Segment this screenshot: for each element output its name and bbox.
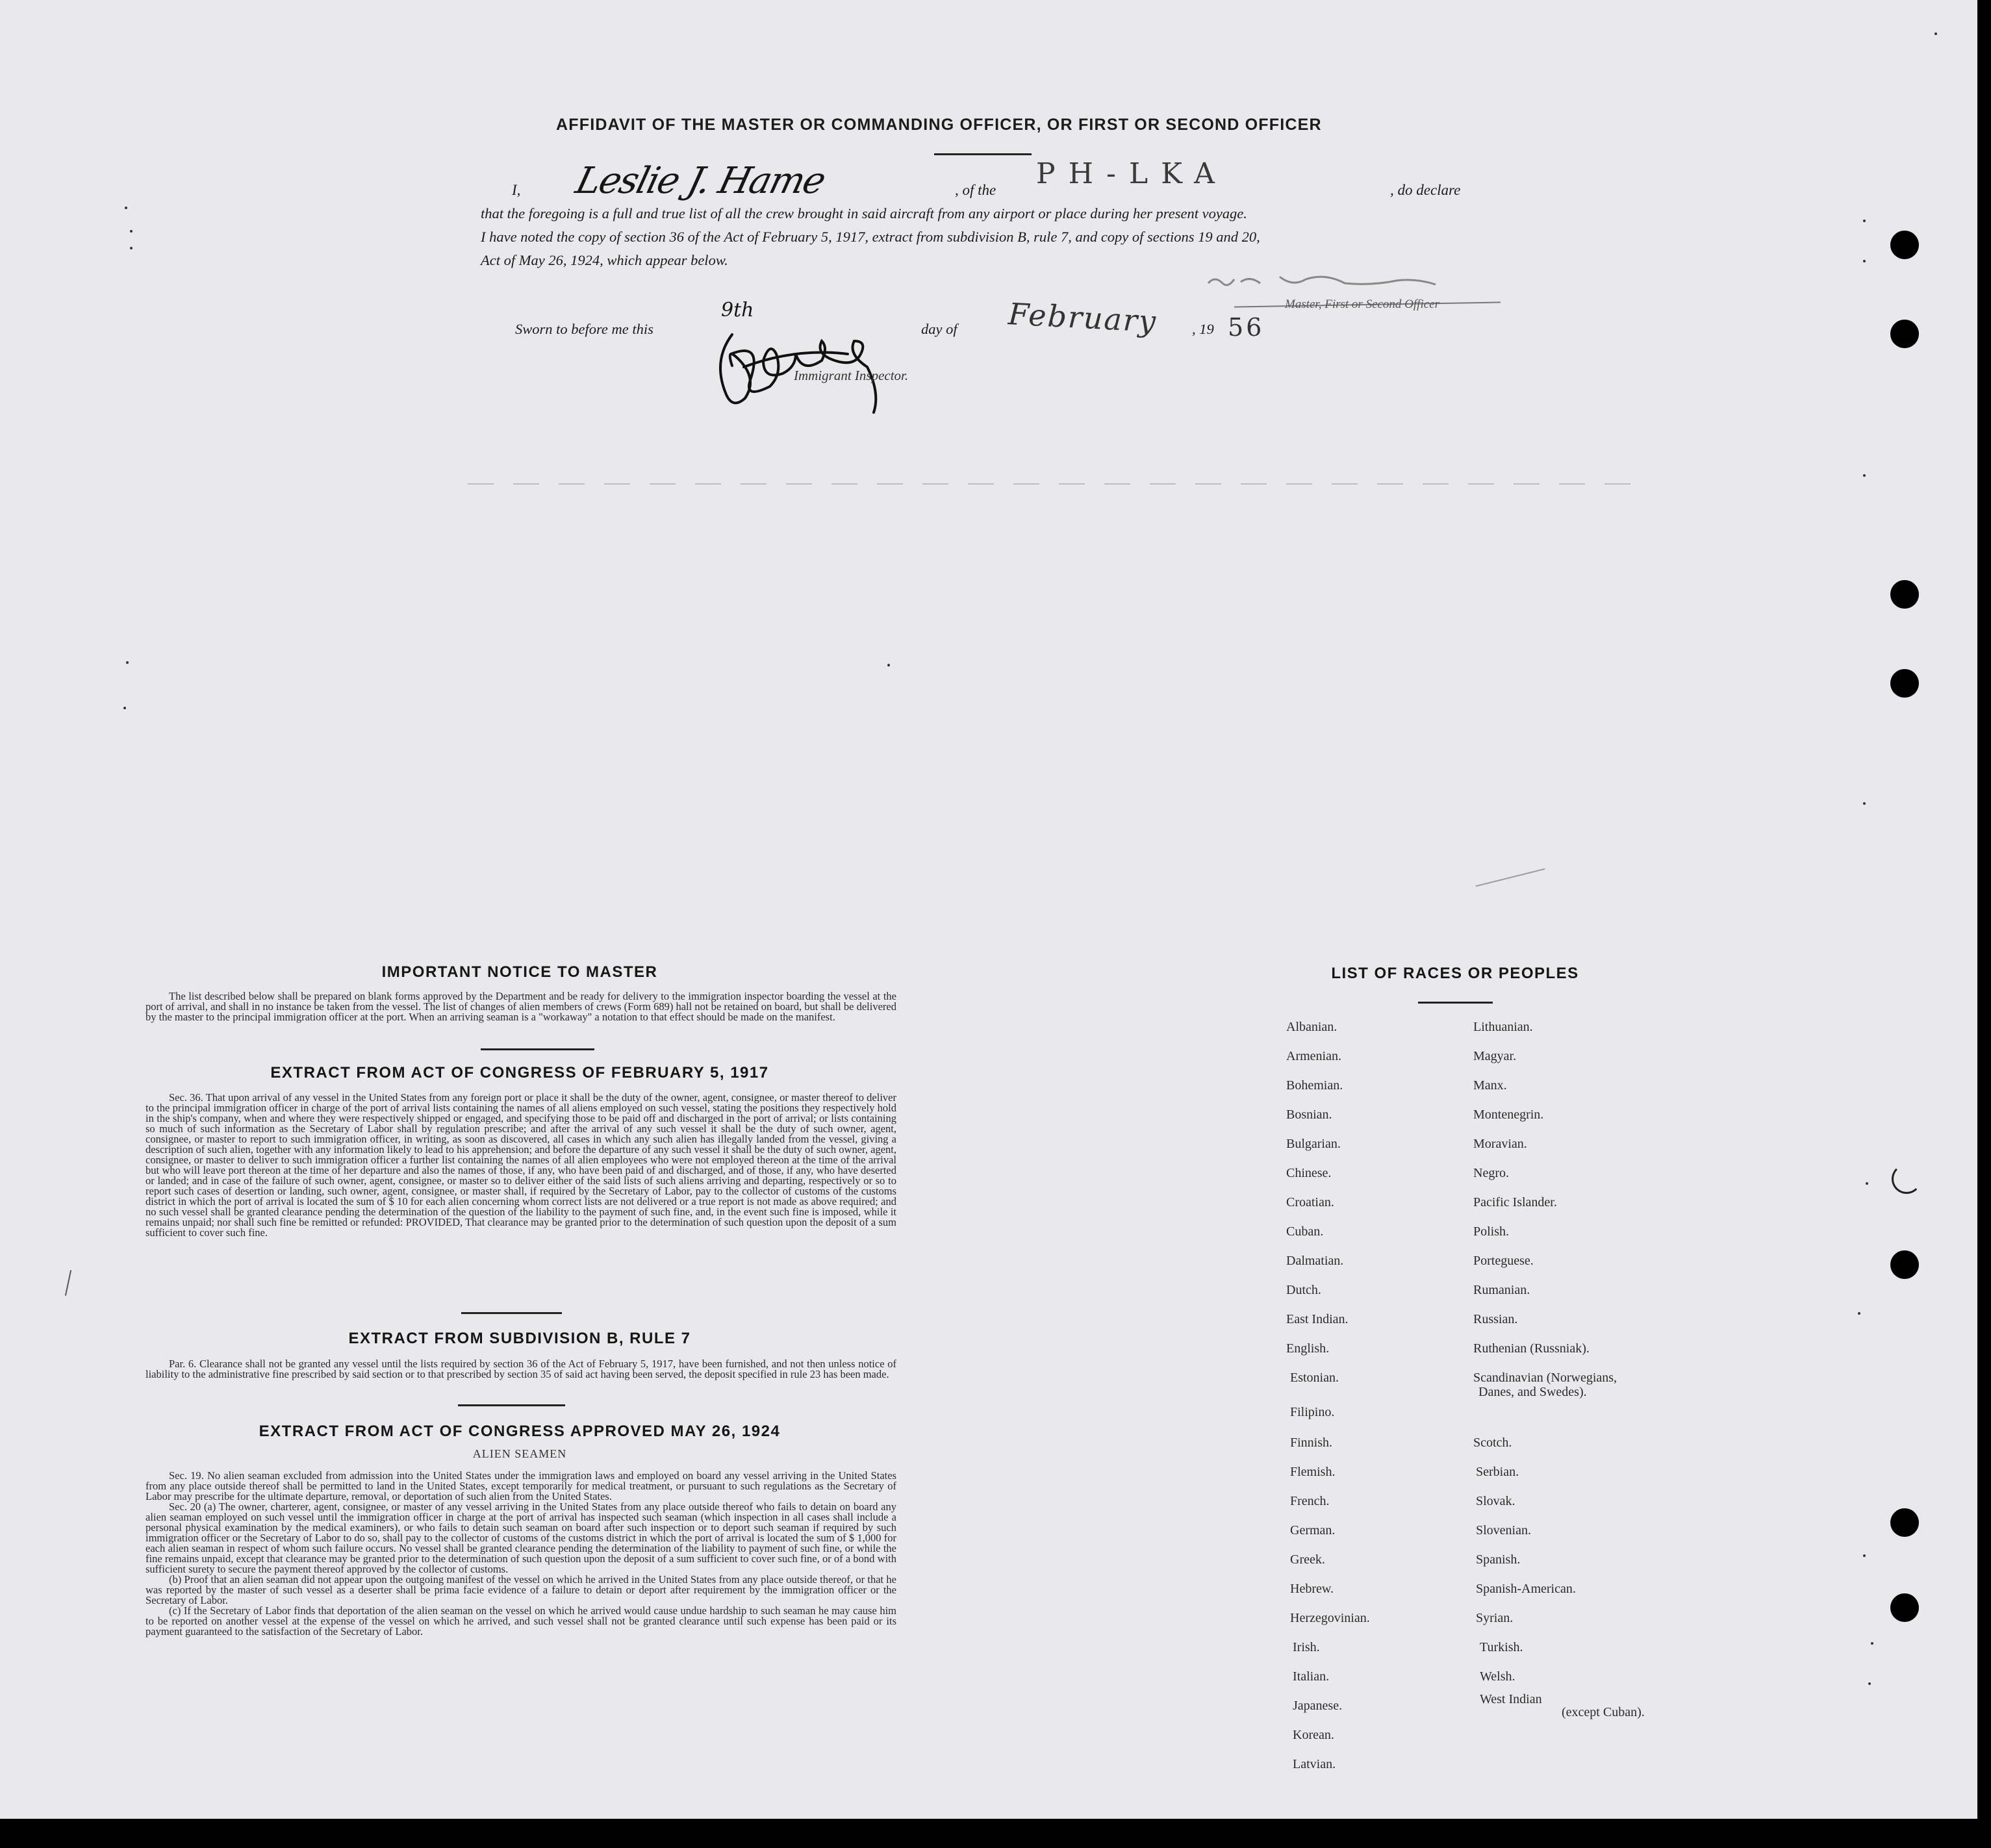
race-item: Dutch.	[1286, 1283, 1321, 1297]
notice-rule	[481, 1048, 594, 1050]
race-item: Filipino.	[1290, 1405, 1335, 1419]
race-item: Flemish.	[1290, 1465, 1336, 1479]
race-item: Cuban.	[1286, 1224, 1324, 1239]
affidavit-do-declare: , do declare	[1390, 182, 1461, 198]
race-item: Syrian.	[1476, 1611, 1514, 1625]
punch-hole	[1890, 669, 1919, 698]
sec19-paragraph: Sec. 19. No alien seaman excluded from admission into the United States under the immigration laws and employed on board any vessel arriving in the United States from any place outside thereof shall be permitted to land in the United States, except temporarily for medical treatment, or pursuant to such regulations as the Secretary of Labor may prescribe for the ultimate departure, removal, or deportation of such alien from the United States.	[146, 1469, 896, 1502]
affidavit-line-2: that the foregoing is a full and true list of all the crew brought in said aircraft from any airport or place during her present voyage.	[481, 205, 1247, 222]
race-item: Montenegrin.	[1473, 1108, 1544, 1122]
par6-paragraph: Par. 6. Clearance shall not be granted any vessel until the lists required by section 36 of the Act of February 5, 1917, have been furnished, and not then unless notice of liability to the administrative fine prescribed by said section or to that prescribed by section 35 of said act having been served, the deposit specified in rule 23 has been made.	[146, 1358, 896, 1380]
extract-1917-text	[146, 1093, 896, 1238]
races-title: LIST OF RACES OR PEOPLES	[1331, 965, 1579, 982]
race-item: Ruthenian (Russniak).	[1473, 1341, 1590, 1356]
race-item: French.	[1290, 1494, 1330, 1508]
punch-hole	[1890, 1593, 1919, 1622]
partial-hole	[1892, 1164, 1921, 1194]
affidavit-title: AFFIDAVIT OF THE MASTER OR COMMANDING OFFICER, OR FIRST OR SECOND OFFICER	[556, 116, 1322, 134]
race-item: Hebrew.	[1290, 1582, 1334, 1596]
race-item: Bosnian.	[1286, 1108, 1332, 1122]
race-item: Lithuanian.	[1473, 1020, 1533, 1034]
race-item: Pacific Islander.	[1473, 1195, 1557, 1209]
subdivision-b-rule	[458, 1404, 565, 1406]
race-item: English.	[1286, 1341, 1330, 1356]
race-item: Rumanian.	[1473, 1283, 1530, 1297]
race-item: Croatian.	[1286, 1195, 1334, 1209]
sec20c-paragraph: (c) If the Secretary of Labor finds that deportation of the alien seaman on the vessel on which he arrived would cause undue hardship to such seaman he may cause him to be reported on another vessel at the expense of the vessel on which he arrived, and such vessel shall not be granted clearance until such expense has been paid or its payment guaranteed to the satisfaction of the Secretary of Labor.	[146, 1604, 896, 1638]
race-item: Greek.	[1290, 1552, 1325, 1567]
race-item: Magyar.	[1473, 1049, 1517, 1063]
notice-paragraph: The list described below shall be prepared on blank forms approved by the Department and be ready for delivery to the immigration inspector boarding the vessel at the port of arrival, and shall in no instance be taken from the vessel. The list of changes of alien members of crews (Form 689) hall not be retained on board, but shall be delivered by the master to the principal immigration officer at the port. When an arriving seaman is a "workaway" a notation to that effect should be made on the manifest.	[146, 990, 896, 1023]
punch-hole	[1890, 580, 1919, 609]
title-rule	[934, 153, 1032, 155]
race-item: Turkish.	[1480, 1640, 1523, 1654]
pen-mark	[1475, 868, 1545, 887]
race-item: Manx.	[1473, 1078, 1507, 1093]
race-item: Slovenian.	[1476, 1523, 1531, 1538]
master-name-signature: Leslie J. Hame	[571, 160, 830, 202]
alien-seamen-subtitle: ALIEN SEAMEN	[472, 1447, 567, 1460]
sworn-year: 56	[1228, 313, 1265, 342]
race-item: West Indian	[1480, 1692, 1542, 1706]
extract-1924-text	[146, 1471, 896, 1637]
race-item: Negro.	[1473, 1166, 1509, 1180]
race-item: Scandinavian (Norwegians,	[1473, 1371, 1617, 1385]
race-scandinavian-continuation: Danes, and Swedes).	[1478, 1385, 1587, 1399]
race-item: Albanian.	[1286, 1020, 1338, 1034]
race-item: Bulgarian.	[1286, 1137, 1341, 1151]
affidavit-of-the: , of the	[955, 182, 996, 198]
punch-hole	[1890, 231, 1919, 259]
race-item: Moravian.	[1473, 1137, 1527, 1151]
fold-line	[468, 483, 1650, 485]
race-item: Russian.	[1473, 1312, 1518, 1326]
race-item: East Indian.	[1286, 1312, 1349, 1326]
punch-hole	[1890, 320, 1919, 348]
affidavit-line-4: Act of May 26, 1924, which appear below.	[481, 252, 728, 268]
race-item: Estonian.	[1290, 1371, 1339, 1385]
sworn-month: February	[1007, 296, 1158, 339]
race-item: Herzegovinian.	[1290, 1611, 1370, 1625]
race-item: Welsh.	[1480, 1669, 1515, 1684]
master-signature	[1202, 272, 1462, 290]
race-item: Scotch.	[1473, 1436, 1512, 1450]
affidavit-i: I,	[512, 182, 521, 198]
extract-1917-rule	[461, 1312, 562, 1314]
race-item: Serbian.	[1476, 1465, 1519, 1479]
punch-hole	[1890, 1250, 1919, 1279]
race-item: Polish.	[1473, 1224, 1510, 1239]
race-item: Finnish.	[1290, 1436, 1333, 1450]
notice-text	[146, 991, 896, 1022]
sec20a-paragraph: Sec. 20 (a) The owner, charterer, agent, consignee, or master of any vessel arriving in the United States from any place outside thereof who fails to detain on board any alien seaman employed on such vessel until the immigration officer in charge at the port of arrival has inspected such seaman (which inspection in all cases shall include a personal physical examination by the medical examiners), or who fails to detain such seaman on board after such inspection or to deport such seaman if required by such immigration officer or the Secretary of Labor to do so, shall pay to the collector of customs of the customs district in which the port of arrival is located the sum of $ 1,000 for each alien seaman in respect of whom such failure occurs. No vessel shall be granted clearance pending the determination of the liability to payment of such fine, or while the fine remains unpaid, except that clearance may be granted prior to the determination of such question upon the deposit of a sum sufficient to cover such fine, or of a bond with sufficient surety to secure the payment thereof approved by the collector of customs.	[146, 1500, 896, 1575]
notice-title: IMPORTANT NOTICE TO MASTER	[381, 963, 658, 981]
inspector-label: Immigrant Inspector.	[794, 368, 909, 383]
sec36-paragraph: Sec. 36. That upon arrival of any vessel in the United States from any foreign port or place it shall be the duty of the owner, agent, consignee, or master thereof to deliver to the principal immigration officer in charge of the port of arrival lists containing the names of all aliens employed on such vessel, stating the positions they respectively hold in the ship's company, when and where they were respectively shipped or engaged, and specifying those to be paid off and discharged in the port of arrival; or lists containing so much of such information as the Secretary of Labor shall by regulation prescribe; and after the arrival of any such vessel it shall be the duty of such owner, agent, consignee, or master to report to such immigration officer, in writing, as soon as discovered, all cases in which any such alien has illegally landed from the vessel, giving a description of such alien, together with any information likely to lead to his apprehension; and before the departure of any such vessel it shall be the duty of such owner, agent, consignee, or master to deliver to such immigration officer a further list containing the names of all alien employees who were not employed thereon at the time of the arrival but who will leave port thereon at the time of her departure and also the names of those, if any, who have been paid of and discharged, and of those, if any, who have deserted or landed; and in case of the failure of such owner, agent, consignee, or master so to deliver either of the said lists of such aliens arriving and departing, respectively or so to report such cases of desertion or landing, such owner, agent, consignee, or master shall, if required by the Secretary of Labor, pay to the collector of customs of the customs district in which the port of arrival is located the sum of $ 10 for each alien concerning whom correct lists are not delivered or a true report is not made as above required; and no such vessel shall be granted clearance pending the determination of the question of the liability to the payment of such fine, and, in the event such fine is imposed, while it remains unpaid; nor shall such fine be remitted or refunded: PROVIDED, That clearance may be granted prior to the determination of such question upon the deposit of a sum sufficient to cover such fine.	[146, 1091, 896, 1239]
race-item: Porteguese.	[1473, 1254, 1534, 1268]
race-item: Dalmatian.	[1286, 1254, 1344, 1268]
extract-1924-title: EXTRACT FROM ACT OF CONGRESS APPROVED MAY 26, 1924	[259, 1423, 781, 1440]
day-of-label: day of	[921, 321, 957, 337]
race-item: German.	[1290, 1523, 1336, 1538]
race-item: Armenian.	[1286, 1049, 1341, 1063]
master-label: Master, First or Second Officer	[1285, 297, 1440, 311]
race-item: Japanese.	[1293, 1699, 1343, 1713]
race-item: Spanish.	[1476, 1552, 1521, 1567]
subdivision-b-title: EXTRACT FROM SUBDIVISION B, RULE 7	[348, 1330, 691, 1347]
pen-mark	[65, 1270, 71, 1296]
affidavit-line-3: I have noted the copy of section 36 of the Act of February 5, 1917, extract from subdivision B, rule 7, and copy of sections 19 and 20,	[481, 229, 1260, 245]
race-item: Slovak.	[1476, 1494, 1515, 1508]
race-item: Italian.	[1293, 1669, 1330, 1684]
subdivision-b-text	[146, 1359, 896, 1380]
race-west-indian-continuation: (except Cuban).	[1562, 1705, 1645, 1719]
sworn-label: Sworn to before me this	[515, 321, 653, 337]
aircraft-registration: PH-LKA	[1036, 157, 1228, 190]
race-item: Bohemian.	[1286, 1078, 1343, 1093]
race-item: Korean.	[1293, 1728, 1334, 1742]
race-item: Irish.	[1293, 1640, 1320, 1654]
sec20b-paragraph: (b) Proof that an alien seaman did not appear upon the outgoing manifest of the vessel on which he arrived in the United States from any place outside thereof, or that he was reported by the master of such vessel as a deserter shall be prima facie evidence of a failure to detain or deport after requirement by the immigration officer or the Secretary of Labor.	[146, 1573, 896, 1606]
sworn-day: 9th	[721, 299, 754, 322]
races-rule	[1418, 1002, 1493, 1004]
race-item: Latvian.	[1293, 1757, 1336, 1771]
year-prefix: , 19	[1192, 321, 1214, 337]
punch-hole	[1890, 1508, 1919, 1537]
race-item: Chinese.	[1286, 1166, 1332, 1180]
race-item: Spanish-American.	[1476, 1582, 1576, 1596]
extract-1917-title: EXTRACT FROM ACT OF CONGRESS OF FEBRUARY 5, 1917	[270, 1064, 769, 1082]
